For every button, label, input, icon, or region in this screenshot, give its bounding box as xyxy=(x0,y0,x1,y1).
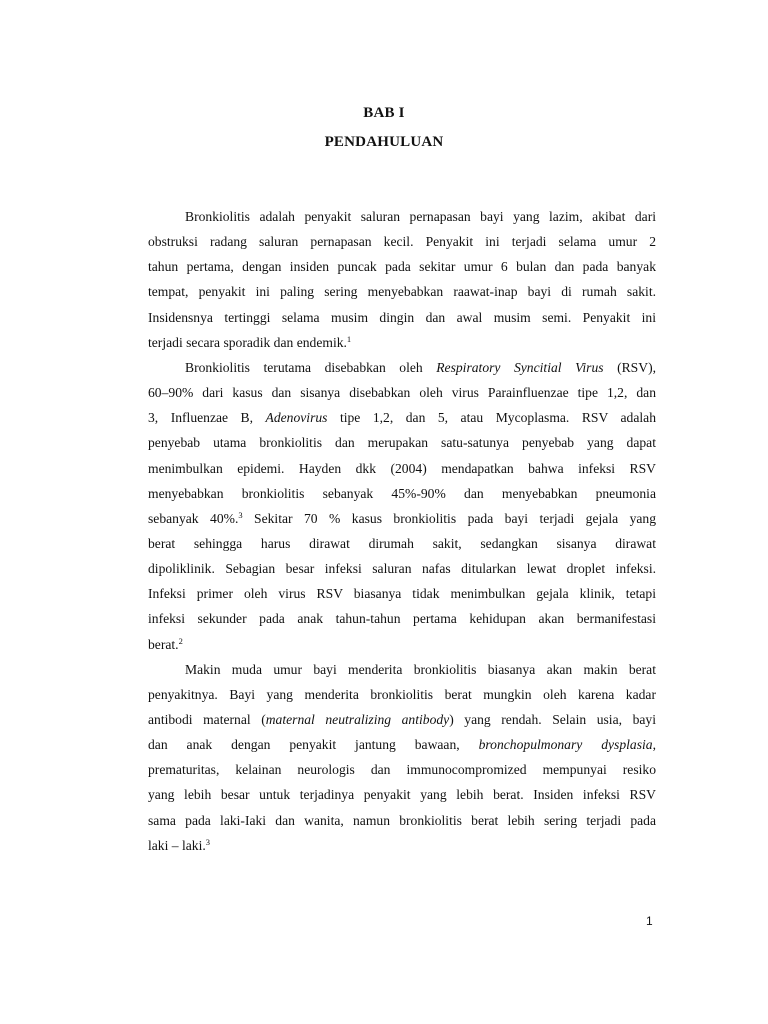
paragraph-line: tahun pertama, dengan insiden puncak pada sekitar umur 6 bulan dan pada banyak xyxy=(148,259,656,275)
paragraph-line: antibodi maternal (maternal neutralizing antibody) yang rendah. Selain usia, bayi xyxy=(148,712,656,727)
paragraph-line: 60–90% dari kasus dan sisanya disebabkan oleh virus Parainfluenzae tipe 1,2, dan xyxy=(148,385,656,401)
paragraph-line: prematuritas, kelainan neurologis dan immunocompromized mempunyai resiko xyxy=(148,762,656,778)
paragraph-line: sebanyak 40%.$^3$ Sekitar 70 % kasus bronkiolitis pada bayi terjadi gejala yang xyxy=(148,509,656,526)
paragraph-line: yang lebih besar untuk terjadinya penyakit yang lebih berat. Insiden infeksi RSV xyxy=(148,787,656,803)
paragraph-line: dan anak dengan penyakit jantung bawaan, bronchopulmonary dysplasia, xyxy=(148,737,656,753)
paragraph-line: 3, Influenzae B, Adenovirus tipe 1,2, dan 5, atau Mycoplasma. RSV adalah xyxy=(148,410,656,426)
paragraph-line: laki – laki.$^3$ xyxy=(148,836,211,853)
paragraph-line: tempat, penyakit ini paling sering menyebabkan raawat-inap bayi di rumah sakit. xyxy=(148,284,656,300)
paragraph-line: Makin muda umur bayi menderita bronkiolitis biasanya akan makin berat xyxy=(185,661,656,677)
italic-term: Respiratory Syncitial Virus xyxy=(436,359,604,375)
paragraph-line: infeksi sekunder pada anak tahun-tahun pertama kehidupan akan bermanifestasi xyxy=(148,611,656,627)
page-number: 1 xyxy=(646,914,653,928)
italic-term: bronchopulmonary dysplasia xyxy=(478,737,653,753)
paragraph-line: penyebab utama bronkiolitis dan merupakan satu-satunya penyebab yang dapat xyxy=(148,435,656,451)
paragraph-line: Insidensnya tertinggi selama musim dingin dan awal musim semi. Penyakit ini xyxy=(148,309,656,325)
paragraph-line: berat.$^2$ xyxy=(148,635,183,652)
citation-superscript: 3 xyxy=(205,836,211,847)
citation-superscript: 2 xyxy=(178,635,183,646)
paragraph-line: Bronkiolitis adalah penyakit saluran pernapasan bayi yang lazim, akibat dari xyxy=(185,209,656,224)
italic-term: Adenovirus xyxy=(265,410,328,426)
paragraph-line: menimbulkan epidemi. Hayden dkk (2004) mendapatkan bahwa infeksi RSV xyxy=(148,460,656,476)
chapter-title: PENDAHULUAN xyxy=(324,134,444,150)
paragraph-line: obstruksi radang saluran pernapasan kecil. Penyakit ini terjadi selama umur 2 xyxy=(148,234,656,250)
paragraph-line: menyebabkan bronkiolitis sebanyak 45%-90% dan menyebabkan pneumonia xyxy=(148,485,656,501)
paragraph-line: dipoliklinik. Sebagian besar infeksi saluran nafas ditularkan lewat droplet infeksi. xyxy=(148,561,656,577)
paragraph-line: Infeksi primer oleh virus RSV biasanya tidak menimbulkan gejala klinik, tetapi xyxy=(148,586,656,602)
citation-superscript: 3 xyxy=(238,509,243,520)
italic-term: maternal neutralizing antibody xyxy=(265,712,450,727)
paragraph-line: sama pada laki-Iaki dan wanita, namun bronkiolitis berat lebih sering terjadi pada xyxy=(148,812,656,828)
citation-superscript: 1 xyxy=(346,333,352,344)
paragraph-line: berat sehingga harus dirawat dirumah sakit, sedangkan sisanya dirawat xyxy=(148,535,656,551)
chapter-label: BAB I xyxy=(363,105,405,121)
paragraph-line: penyakitnya. Bayi yang menderita bronkiolitis berat mungkin oleh karena kadar xyxy=(148,686,656,702)
paragraph-line: Bronkiolitis terutama disebabkan oleh Respiratory Syncitial Virus (RSV), xyxy=(185,359,656,375)
paragraph-line: terjadi secara sporadik dan endemik.$^1$ xyxy=(148,333,352,350)
